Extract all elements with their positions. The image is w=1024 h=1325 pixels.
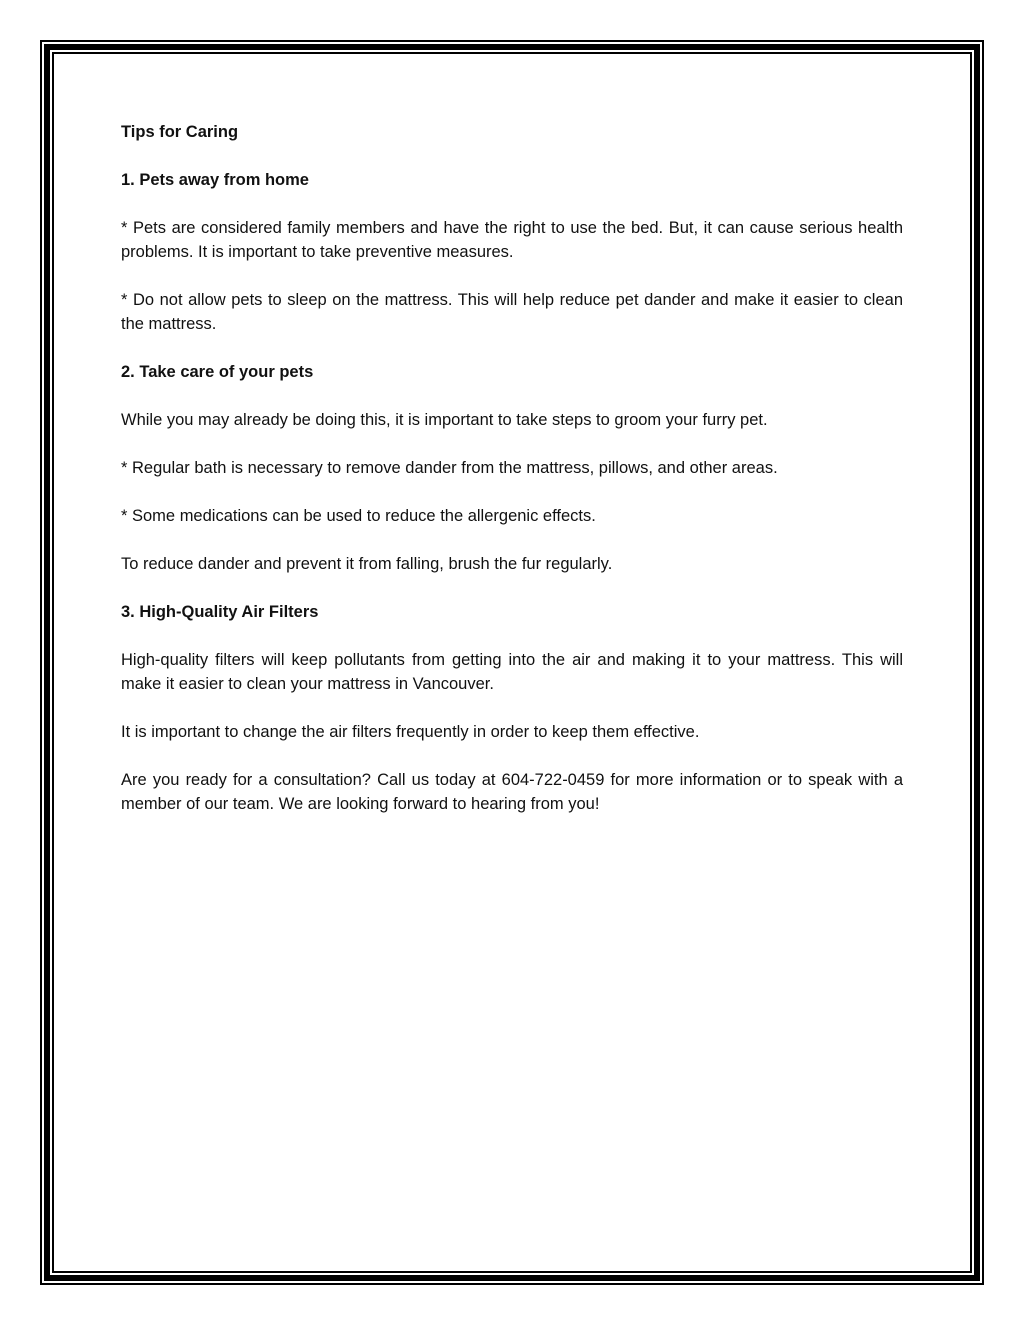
paragraph: * Some medications can be used to reduce the allergenic effects. xyxy=(121,507,596,525)
paragraph: * Regular bath is necessary to remove dander from the mattress, pillows, and other areas. xyxy=(121,459,778,477)
paragraph: It is important to change the air filters frequently in order to keep them effective. xyxy=(121,723,700,741)
paragraph: * Pets are considered family members and have the right to use the bed. But, it can cause serious health problems. It is important to take preventive measures. xyxy=(121,219,903,261)
paragraph: * Do not allow pets to sleep on the mattress. This will help reduce pet dander and make it easier to clean the mattress. xyxy=(121,291,903,333)
paragraph: To reduce dander and prevent it from falling, brush the fur regularly. xyxy=(121,555,613,573)
document-title: Tips for Caring xyxy=(121,123,239,141)
paragraph: High-quality filters will keep pollutants from getting into the air and making it to your mattress. This will make it easier to clean your mattress in Vancouver. xyxy=(121,651,903,693)
paragraph: While you may already be doing this, it is important to take steps to groom your furry pet. xyxy=(121,411,768,429)
paragraph: Are you ready for a consultation? Call us today at 604-722-0459 for more information or to speak with a member of our team. We are looking forward to hearing from you! xyxy=(121,771,903,813)
section-heading-pets-away: 1. Pets away from home xyxy=(121,171,309,189)
section-heading-air-filters: 3. High-Quality Air Filters xyxy=(121,603,319,621)
section-heading-take-care: 2. Take care of your pets xyxy=(121,363,314,381)
document-body xyxy=(121,120,903,840)
